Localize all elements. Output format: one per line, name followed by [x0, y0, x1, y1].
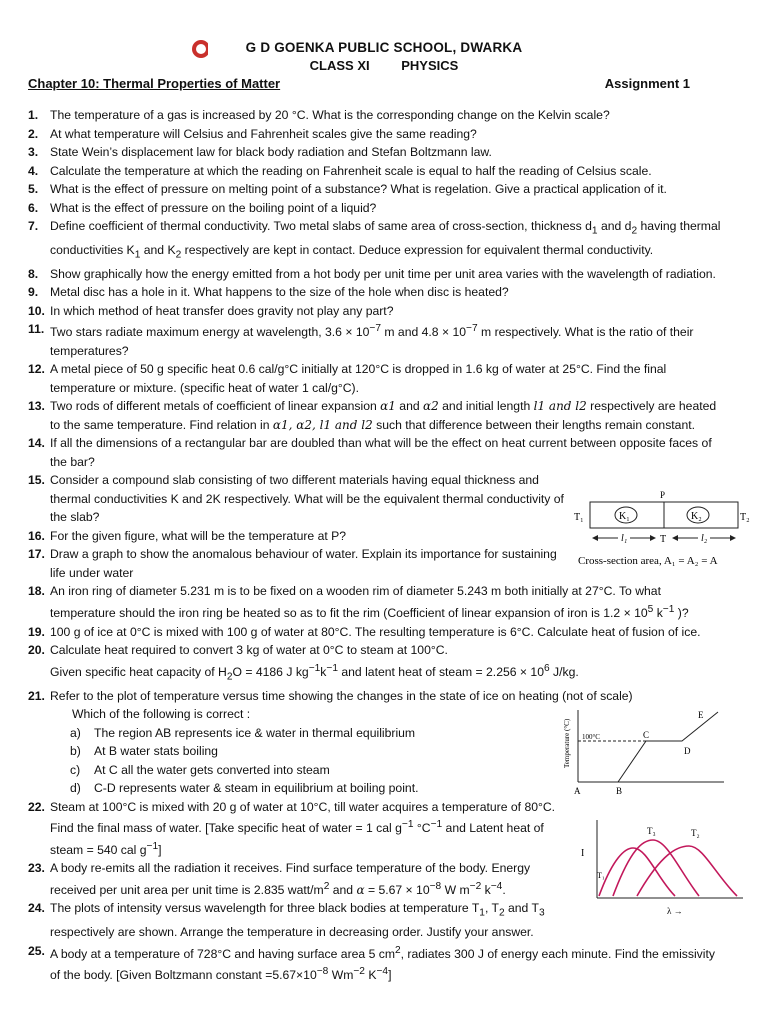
subject-label: PHYSICS [401, 58, 459, 73]
question-16: 16. For the given figure, what will be the temperature at P? [28, 528, 347, 543]
label-b: B [616, 786, 623, 796]
compound-slab-figure [572, 488, 762, 570]
option-c: c) At C all the water gets converted into steam [70, 762, 330, 777]
question-14: 14. If all the dimensions of a rectangular bar are doubled than what will be the effect on heat current between opposite faces of the bar? [28, 436, 712, 469]
question-20: 20. Calculate heat required to convert 3 kg of water at 0°C to steam at 100°C. Given specific heat capacity of $H_2O = 4186$ J $kg^{-1}k^{-1}$ and latent heat of steam = $2.256 \times 10^6$ J/kg. [28, 643, 579, 682]
question-23: 23. A body re-emits all the radiation it receives. Find surface temperature of the body. Energy received per unit area per unit time is 2.835 watt/$m^2$ and $\alpha = 5.67 \times 10^{-8}$ W $m^{-2}$ $k^{-4}$. [28, 861, 531, 897]
question-19: 19. 100 g of ice at 0°C is mixed with 100 g of water at 80°C. The resulting temperature is 6°C. Calculate heat of fusion of ice. [28, 624, 701, 639]
label-t2: T₂ [691, 828, 700, 838]
label-k2: K₂ [691, 511, 702, 522]
label-lambda: λ → [667, 906, 683, 916]
label-100c: 100°C [582, 733, 600, 741]
label-t2: T₂ [740, 512, 750, 523]
document-header [0, 40, 768, 73]
class-label: CLASS XI [309, 58, 370, 73]
question-3: 3. State Wein’s displacement law for black body radiation and Stefan Boltzmann law. [28, 145, 492, 159]
class-line [0, 58, 768, 73]
chapter-title: Chapter 10: Thermal Properties of Matter [28, 76, 281, 91]
label-t1: T₁ [574, 512, 584, 523]
question-5: 5. What is the effect of pressure on melting point of a substance? What is regelation. Give a practical application of it. [28, 182, 667, 196]
question-24: 24. The plots of intensity versus wavelength for three black bodies at temperature $T_1$, $T_2$ and $T_3$ respectively are shown. Arrange the temperature in decreasing order. Justify your answer. [28, 901, 545, 940]
y-axis-label: Temperature (°C) [563, 718, 571, 768]
label-t: T [660, 534, 667, 545]
question-6: 6. What is the effect of pressure on the boiling point of a liquid? [28, 200, 377, 215]
label-e: E [698, 710, 704, 720]
question-10: 10. In which method of heat transfer does gravity not play any part? [28, 303, 394, 318]
label-t1: T₁ [597, 871, 605, 880]
assignment-label: Assignment 1 [604, 76, 690, 91]
label-p: P [660, 490, 666, 500]
option-d: d) C-D represents water & steam in equilibrium at boiling point. [70, 781, 419, 795]
chapter-line [28, 76, 690, 91]
option-b: b) At B water stats boiling [70, 744, 218, 758]
question-9: 9. Metal disc has a hole in it. What happens to the size of the hole when disc is heated? [28, 285, 509, 300]
label-a: A [574, 786, 581, 796]
label-l1: l₁ [621, 533, 628, 544]
label-i: I [581, 848, 585, 859]
question-11: 11. Two stars radiate maximum energy at wavelength, $3.6 \times 10^{-7}$ m and $4.8 \times 10^{-7}$ m respectively. What is the ratio of their temperatures? [28, 322, 694, 358]
question-2: 2. At what temperature will Celsius and Fahrenheit scales give the same reading? [28, 126, 477, 141]
temperature-time-graph [560, 706, 730, 802]
label-k1: K₁ [619, 511, 630, 522]
label-l2: l₂ [701, 533, 708, 544]
question-4: 4. Calculate the temperature at which the reading on Fahrenheit scale is equal to half the reading of Celsius scale. [28, 163, 652, 178]
question-13: 13. Two rods of different metals of coefficient of linear expansion α1 and α2 and initial length l1 and l2 respectively are heated to the same temperature. Find relation in α1, α2, l1 and l2 such that difference between their lengths remain constant. [28, 399, 717, 432]
question-18: 18. An iron ring of diameter 5.231 m is to be fixed on a wooden rim of diameter 5.243 m both initially at 27°C. To what temperature should the iron ring be heated so as to fit the rim (Coefficient of linear expansion of iron is $1.2 \times 10^5$ $k^{-1}$ )? [28, 584, 689, 620]
question-1: 1. The temperature of a gas is increased by 20 °C. What is the corresponding change on the Kelvin scale? [28, 108, 610, 122]
question-21: 21. Refer to the plot of temperature versus time showing the changes in the state of ice on heating (not of scale) Which of the following is correct : a) The region AB represents ice & water in thermal equilibrium b) At B water stats boiling c) At C all the water gets converted into steam d) C-D represents water & steam in equilibrium at boiling point. [28, 687, 728, 798]
question-21-prompt: Which of the following is correct : [72, 707, 251, 721]
label-d: D [684, 746, 691, 756]
question-17: 17. Draw a graph to show the anomalous behaviour of water. Explain its importance for sustaining life under water [28, 547, 557, 580]
question-25: 25. A body at a temperature of 728°C and having surface area 5 $cm^2$, radiates 300 J of energy each minute. Find the emissivity of the body. [Given Boltzmann constant $=5.67\times 10^{-8}$ $Wm^{-2}$ $K^{-4}$] [28, 943, 715, 983]
blackbody-intensity-graph [575, 818, 745, 918]
question-7: 7. Define coefficient of thermal conductivity. Two metal slabs of same area of cross-section, thickness $d_1$ and $d_2$ having thermal conductivities $K_1$ and $K_2$ respectively are kept in contact. Deduce expression for equivalent thermal conductivity. [28, 219, 721, 261]
school-name: G D GOENKA PUBLIC SCHOOL, DWARKA [245, 40, 523, 55]
question-12: 12. A metal piece of 50 g specific heat 0.6 cal/g°C initially at 120°C is dropped in 1.6 kg of water at 25°C. Find the final temperature or mixture. (specific heat of water 1 cal/g°C). [28, 362, 667, 395]
question-22: 22. Steam at 100°C is mixed with 20 g of water at 10°C, till water acquires a temperature of 80°C. Find the final mass of water. [Take specific heat of water = 1 cal $g^{-1}$ $^\circ C^{-1}$ and Latent heat of steam = 540 cal $g^{-1}$] [28, 799, 556, 857]
label-t3: T₃ [647, 826, 656, 836]
question-8: 8. Show graphically how the energy emitted from a hot body per unit time per unit area varies with the wavelength of radiation. [28, 266, 716, 281]
figure-caption: Cross-section area, A₁ = A₂ = A [578, 555, 718, 567]
option-a: a) The region AB represents ice & water in thermal equilibrium [70, 725, 416, 740]
question-15: 15. Consider a compound slab consisting of two different materials having equal thickness and thermal conductivities K and 2K respectively. What will be the equivalent thermal conductivity of the slab? [28, 473, 564, 525]
label-c: C [643, 730, 650, 740]
